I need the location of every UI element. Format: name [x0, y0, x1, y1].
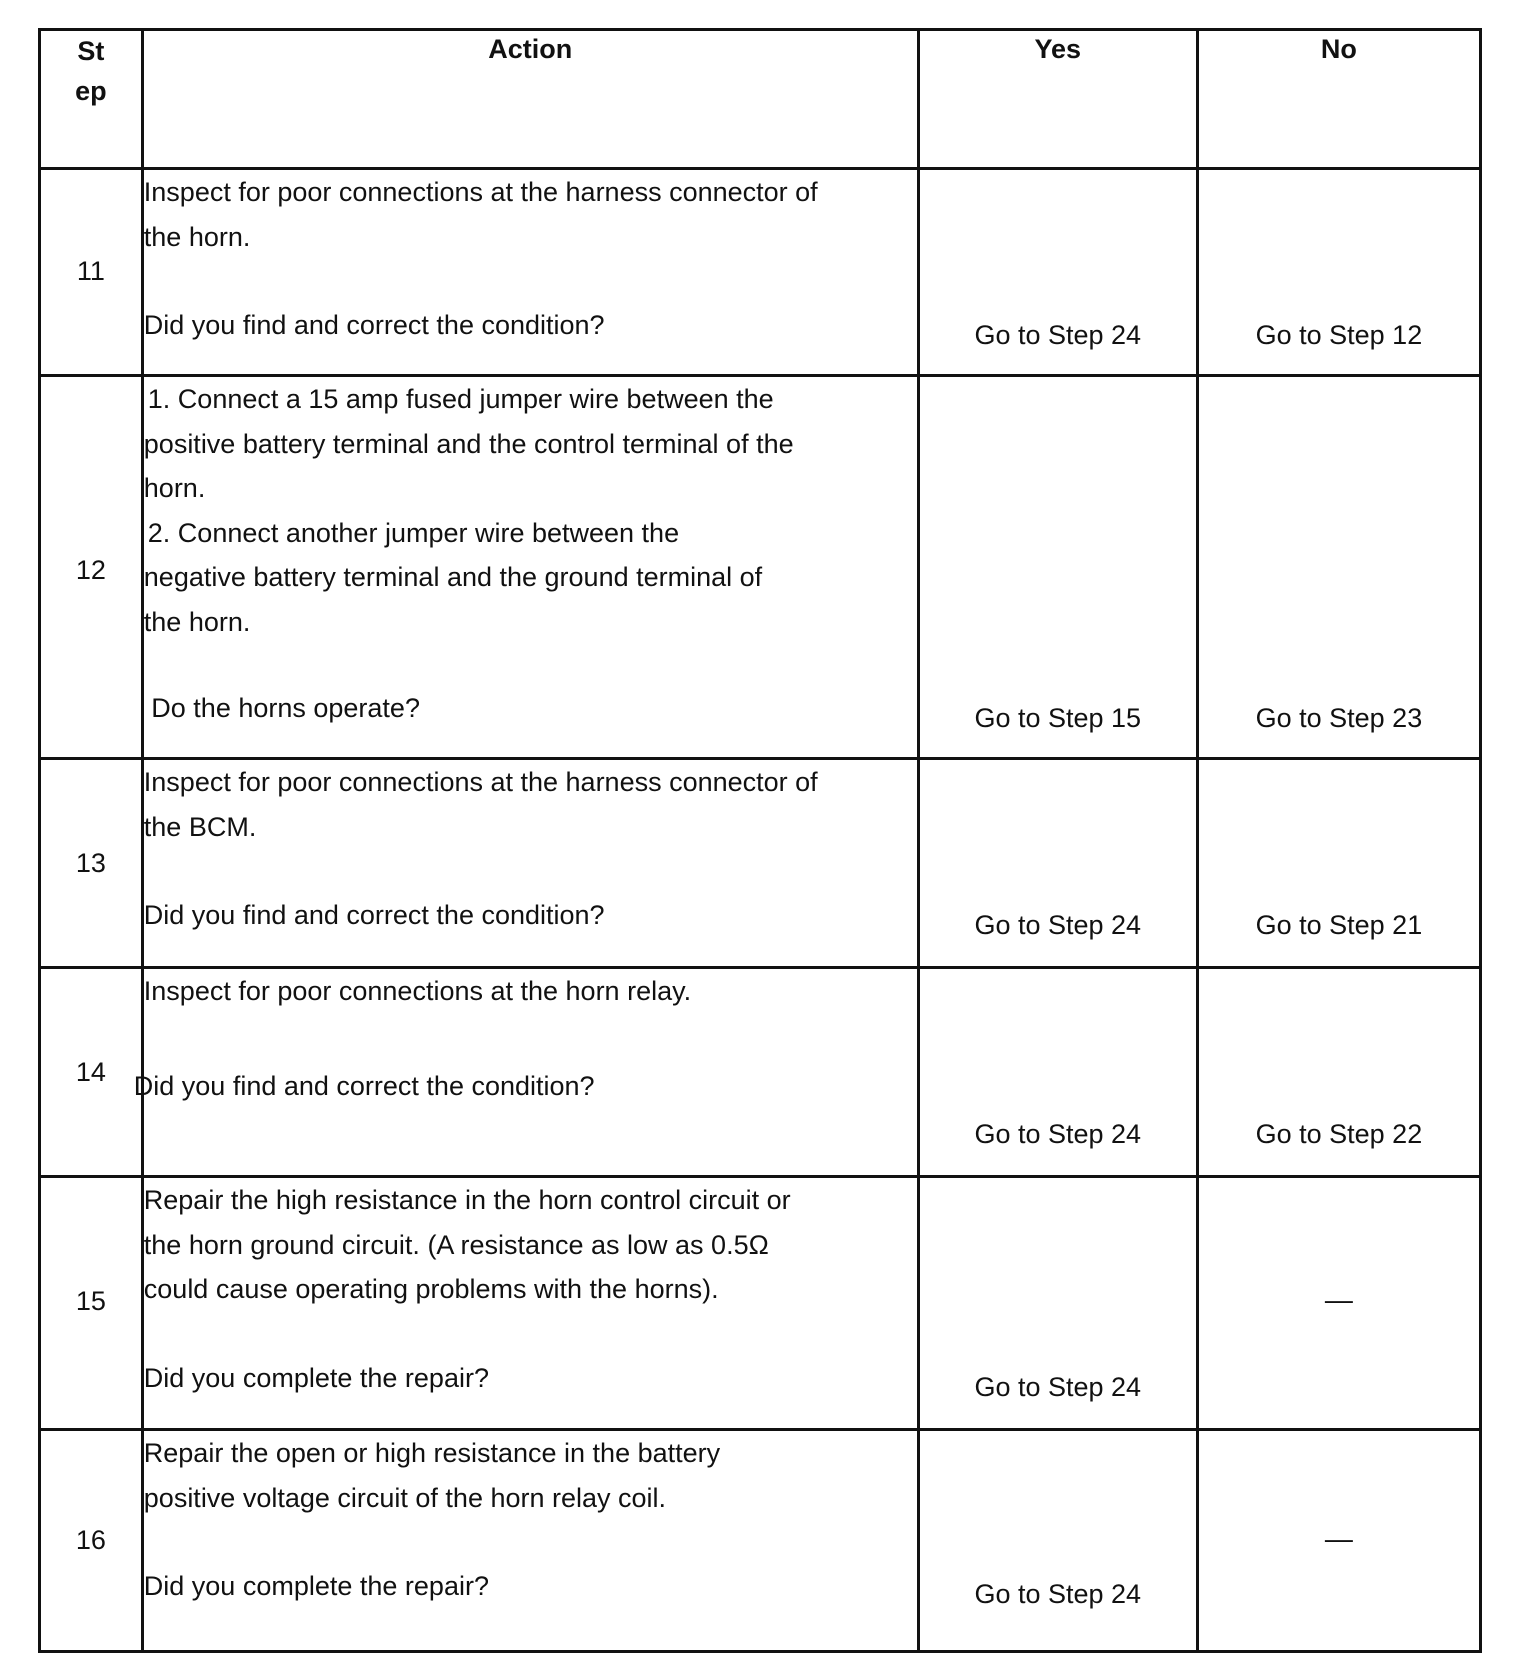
no-result: Go to Step 12 [1255, 320, 1423, 350]
header-step-line1: St [77, 36, 105, 66]
action-cell [133, 968, 918, 1177]
action-question: Did you complete the repair? [143, 1571, 489, 1601]
action-cell [142, 169, 918, 376]
action-line: horn. [143, 473, 206, 503]
yes-cell [918, 759, 1197, 968]
action-line: the horn. [143, 606, 251, 637]
no-dash: — [1324, 1284, 1353, 1315]
step-number: 16 [75, 1525, 106, 1555]
no-result: Go to Step 22 [1255, 1119, 1423, 1149]
step-number: 13 [75, 848, 106, 878]
step-number: 14 [75, 1057, 106, 1087]
step-number: 12 [75, 555, 106, 585]
step-cell [40, 759, 143, 968]
header-action [142, 30, 918, 169]
no-result: Go to Step 23 [1255, 703, 1423, 733]
action-line: Repair the open or high resistance in the battery [143, 1438, 721, 1468]
header-yes-label: Yes [1034, 34, 1082, 64]
diagnostic-table [38, 28, 1482, 1653]
action-question: Do the horns operate? [143, 693, 420, 723]
step-cell [40, 968, 143, 1177]
step-cell [40, 1177, 143, 1430]
action-line: 2. Connect another jumper wire between the [147, 517, 680, 548]
yes-result: Go to Step 24 [974, 320, 1142, 350]
table-row [40, 376, 1481, 759]
table-row [40, 1177, 1481, 1430]
action-line: 1. Connect a 15 amp fused jumper wire between the [147, 384, 774, 414]
action-cell [142, 1430, 918, 1652]
header-yes [918, 30, 1197, 169]
action-line: Inspect for poor connections at the harness connector of [143, 767, 818, 797]
no-cell [1197, 1177, 1480, 1430]
action-line: the horn ground circuit. (A resistance as low as 0.5Ω [143, 1229, 769, 1260]
step-number: 15 [75, 1286, 106, 1316]
table-row [40, 759, 1481, 968]
table-row [40, 169, 1481, 376]
no-cell [1197, 759, 1480, 968]
yes-cell [918, 376, 1197, 759]
header-step [40, 30, 143, 169]
header-no [1197, 30, 1480, 169]
action-line: the BCM. [143, 811, 257, 842]
yes-result: Go to Step 24 [974, 910, 1142, 940]
action-line: positive battery terminal and the control terminal of the [143, 428, 794, 459]
action-line: the horn. [143, 221, 251, 252]
action-line: could cause operating problems with the horns). [143, 1274, 719, 1304]
yes-result: Go to Step 24 [974, 1579, 1142, 1609]
action-line: negative battery terminal and the ground terminal of [143, 562, 763, 592]
yes-cell [918, 1177, 1197, 1430]
step-cell [40, 169, 143, 376]
yes-cell [918, 1430, 1197, 1652]
no-cell [1197, 169, 1480, 376]
step-number: 11 [76, 256, 105, 286]
header-step-line2: ep [75, 76, 107, 106]
table-row [40, 1430, 1481, 1652]
action-cell [142, 759, 918, 968]
header-action-label: Action [488, 34, 573, 64]
yes-result: Go to Step 24 [974, 1119, 1142, 1149]
action-cell [142, 376, 918, 759]
action-line: Inspect for poor connections at the harness connector of [143, 177, 818, 207]
no-result: Go to Step 21 [1255, 910, 1423, 940]
action-question: Did you find and correct the condition? [143, 310, 605, 340]
action-line: Repair the high resistance in the horn control circuit or [143, 1185, 791, 1215]
action-question: Did you complete the repair? [143, 1362, 489, 1393]
action-line: positive voltage circuit of the horn relay coil. [143, 1482, 667, 1513]
header-no-label: No [1320, 34, 1357, 64]
yes-result: Go to Step 24 [974, 1372, 1142, 1402]
no-cell [1197, 1430, 1480, 1652]
yes-cell [918, 169, 1197, 376]
no-cell [1197, 968, 1480, 1177]
action-line: Inspect for poor connections at the horn relay. [143, 976, 692, 1006]
no-cell [1197, 376, 1480, 759]
yes-result: Go to Step 15 [974, 703, 1142, 733]
step-cell [40, 376, 143, 759]
action-cell [142, 1177, 918, 1430]
action-question: Did you find and correct the condition? [133, 1070, 595, 1101]
action-question: Did you find and correct the condition? [143, 900, 605, 930]
header-row [40, 30, 1481, 169]
no-dash: — [1324, 1523, 1353, 1554]
step-cell [40, 1430, 143, 1652]
table-row [40, 968, 1481, 1177]
yes-cell [918, 968, 1197, 1177]
